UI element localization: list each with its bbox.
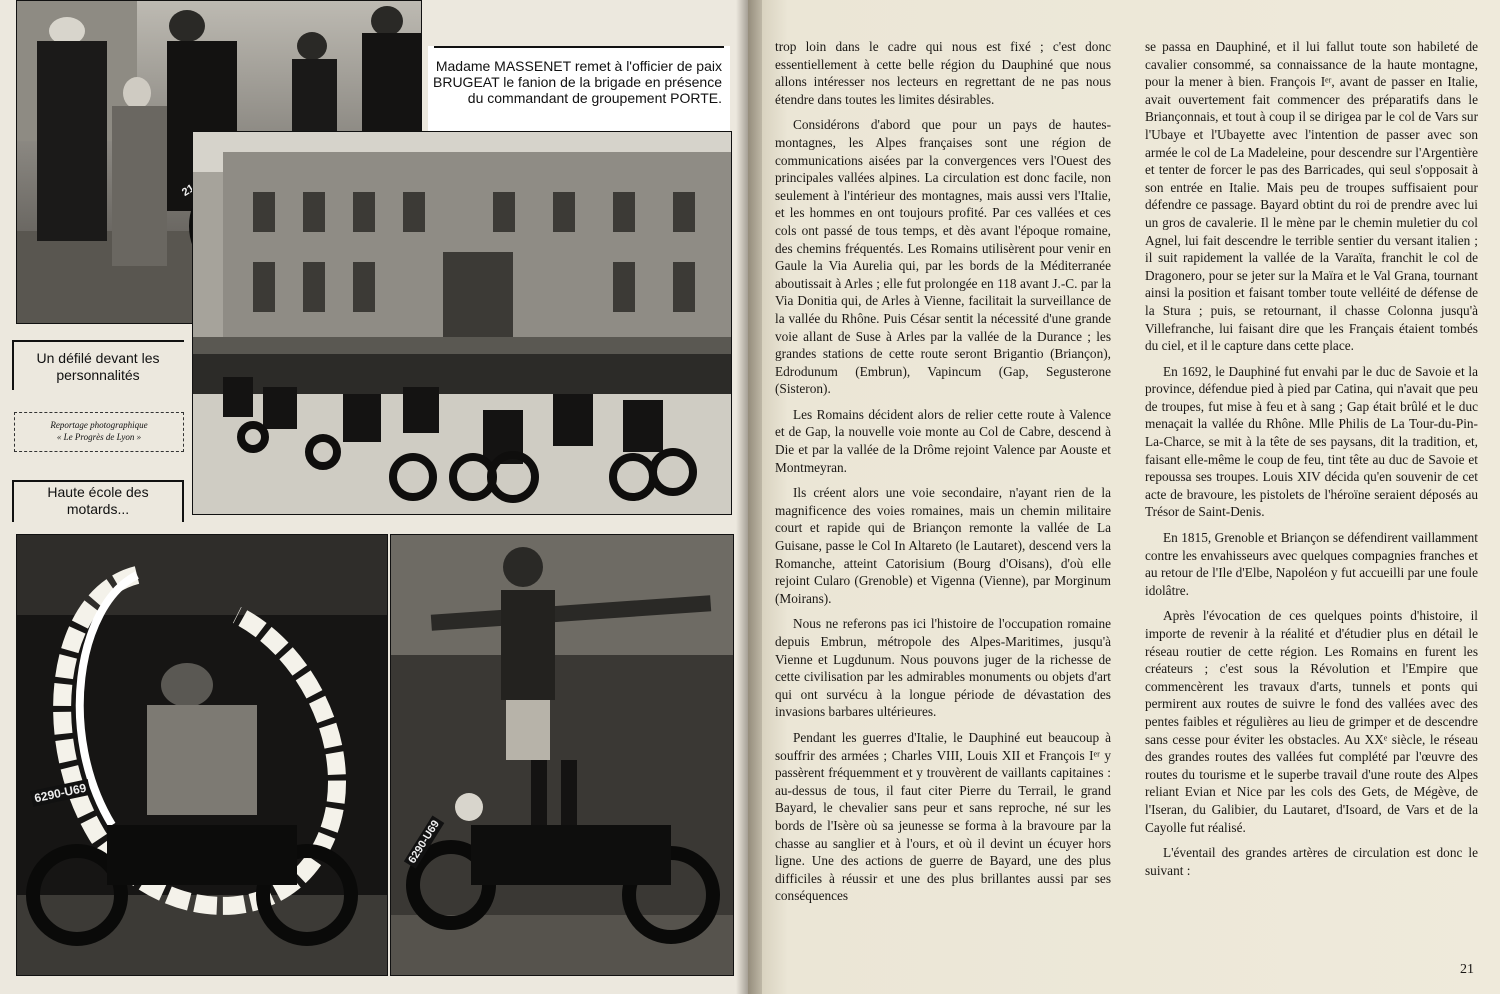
label-haute-ecole-top-rule [12,480,184,482]
license-plate-4: 6290-U69 [404,815,445,868]
col1-paragraph-4: Ils créent alors une voie secondaire, n'ayant rien de la magnificence des voies romaines, mais un chemin militaire court et rapide qui de Briançon remonte la vallée de La Guisane, passe le Col In Altareto (le Lautaret), descend vers la Romanche, atteint Catorisium (Bourg d'Oisans), d'où elle rejoint Cularo (Grenoble) et Vigenna (Vienne), par Morginum (Moirans). [775,485,1111,606]
label-defile-top-rule [12,340,184,342]
caption-ceremony-text: Madame MASSENET remet à l'officier de paix BRUGEAT le fanion de la brigade en présence du commandant de groupement PORTE. [433,58,722,106]
text-column-2 [1145,38,1478,887]
col1-paragraph-2: Considérons d'abord que pour un pays de hautes-montagnes, les Alpes françaises sont une région de communications aisées par la convergences vers l'Ouest des principales vallées alpines. La circulation est donc facile, non seulement à l'intérieur des montagnes, mais aussi vers l'Italie, et les hommes en ont toujours profité. Par ces vallées et ces cols ont passé de tous temps, et dès avant l'époque romaine, des chemins fréquentés. Les Romains utilisèrent pour venir en Gaule la Via Aurelia qui, par les bords de la Méditerranée aboutissait à Arles ; elle fut prolongée en 118 avant J.-C. par la Via Donitia qui, de Arles à Vienne, facilitait la surveillance de la vallée du Rhône. Puis César sentit la nécessité d'une grande voie allant de Suse à Arles par la vallée de la Durance ; les grandes stations de cette route seront Brigantio (Briançon), Edrodunum (Embrun), Vapincum (Gap, Segusterone (Sisteron). [775,117,1111,397]
caption-rule [434,46,724,48]
photo-standing-rider [390,534,734,976]
label-haute-ecole-right-rule [182,480,184,522]
credit-line-1: Reportage photographique [50,420,148,430]
col1-paragraph-3: Les Romains décident alors de relier cette route à Valence et de Gap, la nouvelle voie monte au Col de Cabre, descend à Die et par la vallée de la Drôme rejoint Valence par Aouste et Montmeyran. [775,406,1111,475]
col1-paragraph-1: trop loin dans le cadre qui nous est fixé ; c'est donc essentiellement à cette belle région du Dauphiné que nous allons intéresser nos lecteurs en regrettant de ne pas nous étendre dans toutes les limites désirables. [775,39,1111,107]
credit-line-2: « Le Progrès de Lyon » [56,432,142,442]
photo-palace-parade [192,131,732,515]
label-defile [12,340,184,390]
photo-fire-ring [16,534,388,976]
left-page [0,0,748,994]
label-defile-text: Un défilé devant les personnalités [36,350,160,383]
col1-paragraph-5: Nous ne referons pas ici l'histoire de l'occupation romaine depuis Embrun, métropole des Alpes-Maritimes, jusqu'à Vienne et Lugdunum. Nous pouvons juger de la richesse de cette civilisation par les admirables monuments ou objets d'art qui ont survécu à la longue période de dévastation des invasions barbares ultérieures. [775,616,1111,720]
col2-paragraph-4: Après l'évocation de ces quelques points d'histoire, il importe de revenir à la réalité et d'étudier plus en détail le réseau routier de cette région. Les Romains en furent les créateurs ; c'est sous la Révolution et l'Empire que commencèrent les travaux d'arts, tunnels et ponts qui permirent aux routes de suivre le fond des vallées avec des pentes faibles et régulières au lieu de grimper et de descendre sans cesse pour éviter les obstacles. Au XXᵉ siècle, le réseau des grandes routes des vallées fut complété par l'œuvre des routes du tourisme et le superbe travail d'une route des Alpes reliant Evian et Nice par les cols des Gets, de Mégève, de l'Iseran, du Galibier, du Lautaret, d'Isoard, de Vars et de la Cayolle fut réalisé. [1145,608,1478,835]
col1-paragraph-6: Pendant les guerres d'Italie, le Dauphiné eut beaucoup à souffrir des armées ; Charles VIII, Louis XII et François Iᵉʳ y passèrent fréquemment et y trouvèrent de vaillants capitaines : au-dessus de tous, il faut citer Pierre du Terrail, le grand Bayard, le chevalier sans peur et sans reproche, né sur les bords de l'Isère où sa jeunesse se forma à la bravoure par la chasse au sanglier et à l'ours, et où il devint un écuyer hors ligne. Une des actions de guerre de Bayard, une des plus difficiles à réussir et une des plus brillantes aussi par ses conséquences [775,729,1111,904]
col2-paragraph-1: se passa en Dauphiné, et il lui fallut toute son habileté de cavalier consommé, sa connaissance de la haute montagne, pour la mener à bien. François Iᵉʳ, avant de passer en Italie, avait ouvertement fait commencer des préparatifs dans le Briançonnais, et tout à coup il se dirigea par le col de Vars sur l'Ubaye et l'Ubayette avec l'intention de passer avec son armée le col de La Madeleine, pour descendre sur l'Argentière et tenter de forcer le pas des Barricades, qui seul s'opposait à son entrée en Italie. Mais peu de troupes suffisaient pour défendre ce passage. Bayard obtint du roi de prendre avec lui un gros de cavalerie. Il le mène par le chemin muletier du col Agnel, lui fait descendre le terrible sentier du versant italien ; il suit rapidement la vallée de la Varaïta, franchit le col de Dragonero, pour se jeter sur la Maïra et le Val Grana, tournant ainsi la position et faisant tomber toute velléité de défense de la Stura ; puis, se retournant, il chasse Colonna jusqu'à Villefranche, lui faisant dire que les Français étaient tombés du ciel, et il le capture dans cette place. [1145,39,1478,354]
col2-paragraph-2: En 1692, le Dauphiné fut envahi par le duc de Savoie et la province, défendue pied à pied par Catina, qui n'avait que peu de troupes, fut mise à feu et à sang ; Gap était brûlé et le duc menaçait la vallée du Rhône. Mlle Philis de La Tour-du-Pin-La-Charce, se mit à la tête de ses paysans, dit la tradition, et, faisant elle-même le coup de feu, tint tête au duc de Savoie et repoussa ses troupes. Louis XIV décida qu'en souvenir de cet acte de bravoure, les pistolets de l'héroïne seraient déposés au Trésor de Saint-Denis. [1145,363,1478,520]
page-gutter [736,0,762,994]
col2-paragraph-5: L'éventail des grandes artères de circulation est donc le suivant : [1145,845,1478,878]
photo-credit [14,412,184,452]
label-haute-ecole-left-rule [12,480,14,522]
label-haute-ecole [12,480,184,522]
caption-ceremony [428,46,730,132]
license-plate-3: 6290-U69 [30,779,91,807]
label-defile-side-rule [12,340,14,390]
label-haute-ecole-text: Haute école des motards... [47,484,149,517]
text-column-1 [775,38,1111,913]
col2-paragraph-3: En 1815, Grenoble et Briançon se défendirent vaillamment contre les envahisseurs avec quelques compagnies franches et au retour de l'Ile d'Elbe, Napoléon y fut accueilli par une foule idolâtre. [1145,530,1478,598]
license-plate-1: 218 [179,179,202,199]
page-number: 21 [1460,962,1474,977]
